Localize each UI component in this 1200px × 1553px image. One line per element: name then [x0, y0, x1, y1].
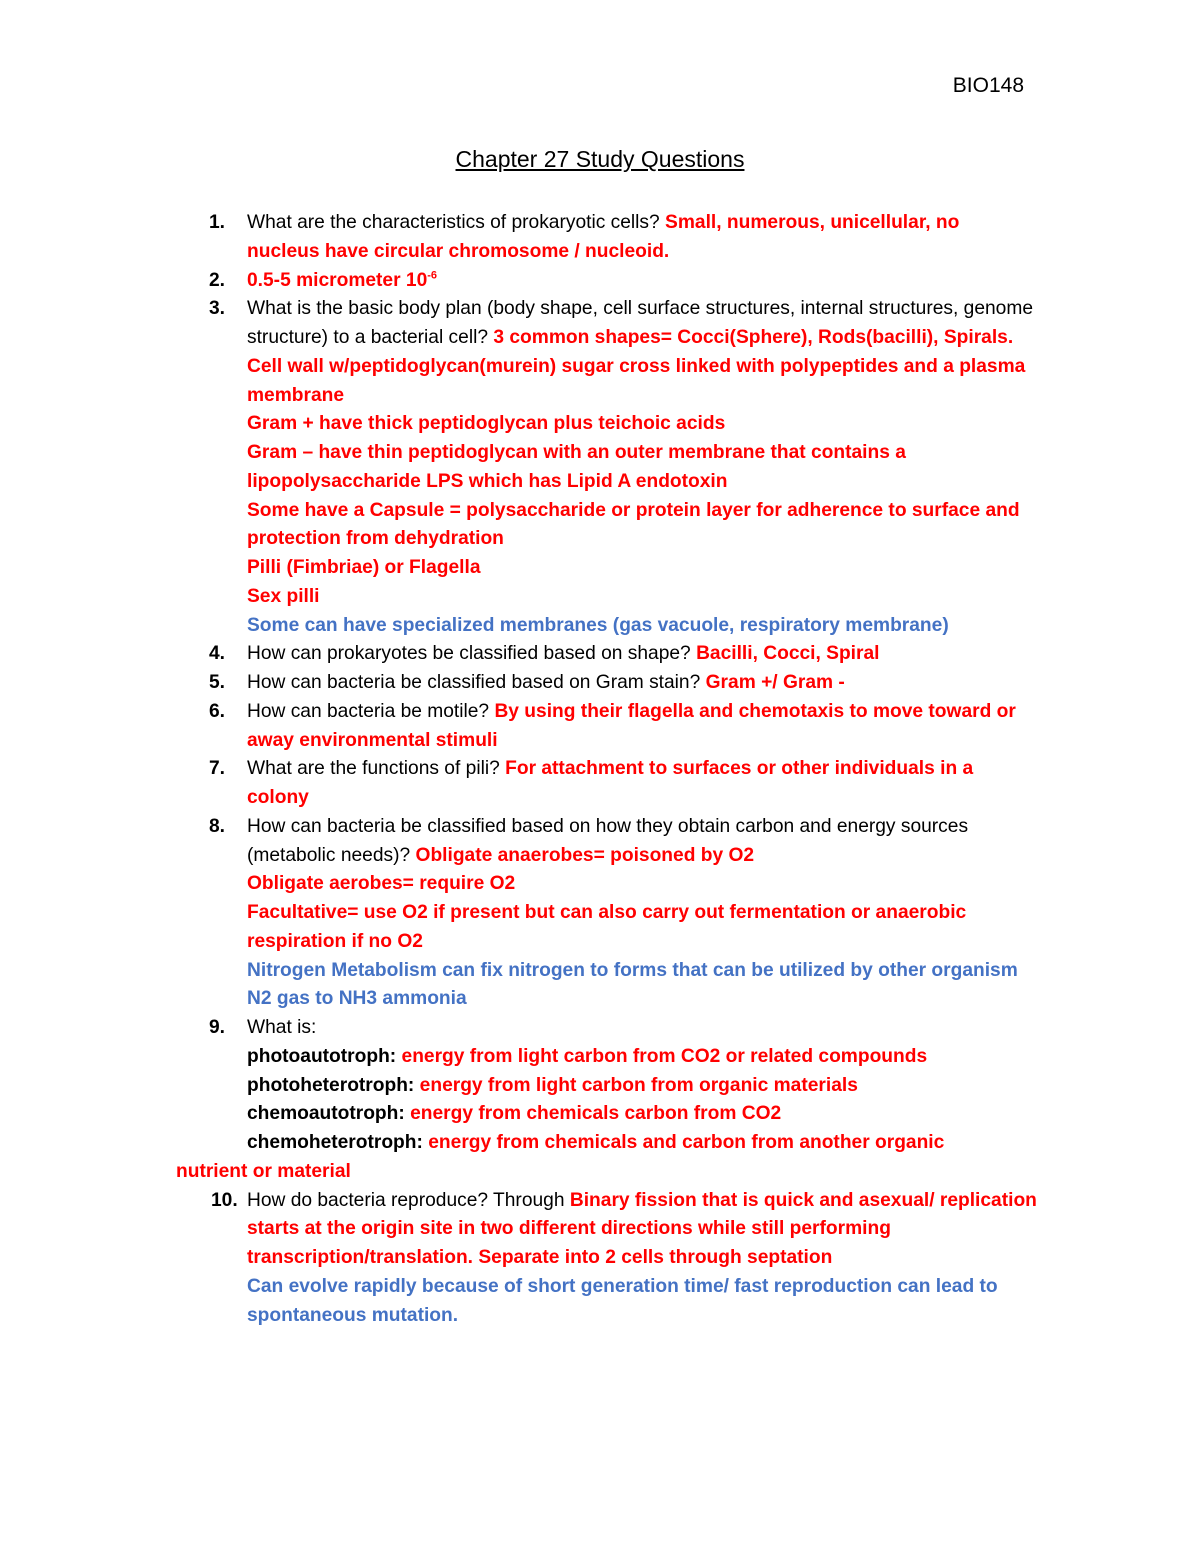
page-title: Chapter 27 Study Questions — [455, 146, 745, 172]
answer-gram-positive: Gram + have thick peptidoglycan plus teichoic acids — [247, 413, 726, 435]
question-text: How can bacteria be classified based on how they obtain carbon and energy sources (metabolic needs)? — [247, 815, 969, 866]
term-answer: energy from chemicals and carbon from another organic — [428, 1132, 945, 1153]
question-item-6 — [209, 698, 1037, 756]
term-label: chemoheterotroph: — [247, 1132, 423, 1153]
term-label: photoautotroph: — [247, 1045, 397, 1067]
term-line-photoheterotroph — [247, 1072, 1037, 1101]
question-text: What are the characteristics of prokaryotic cells? — [247, 212, 660, 233]
answer-gram-negative: Gram – have thin peptidoglycan with an outer membrane that contains a lipopolysaccharide LPS which has Lipid A endotoxin — [247, 442, 906, 492]
question-item-3 — [209, 295, 1037, 640]
item-number: 7. — [209, 758, 226, 780]
term-answer-continued: nutrient or material — [176, 1160, 351, 1182]
answer-shapes: 3 common shapes= Cocci(Sphere), Rods(bacilli), Spirals. — [493, 327, 1014, 348]
answer-text: Small, numerous, unicellular, no nucleus have circular chromosome / nucleoid. — [247, 212, 960, 262]
item-number: 10. — [211, 1189, 238, 1211]
item-number: 4. — [209, 643, 226, 665]
answer-sex-pilli: Sex pilli — [247, 585, 320, 607]
answer-aerobes: Obligate aerobes= require O2 — [247, 873, 516, 895]
answer-capsule: Some have a Capsule = polysaccharide or protein layer for adherence to surface and protection from dehydration — [247, 499, 1020, 550]
question-item-9 — [176, 1014, 1037, 1187]
term-label: photoheterotroph: — [247, 1074, 415, 1096]
term-label: chemoautotroph: — [247, 1103, 405, 1125]
answer-text: 0.5-5 micrometer 10 — [247, 269, 428, 291]
note-nitrogen: Nitrogen Metabolism can fix nitrogen to forms that can be utilized by other organism N2 gas to NH3 ammonia — [247, 959, 1018, 1010]
question-item-5 — [209, 669, 1037, 698]
term-answer: energy from light carbon from organic materials — [419, 1074, 858, 1096]
question-text: What is the basic body plan (body shape, cell surface structures, internal structures, genome structure) to a bacterial cell? — [247, 298, 1034, 348]
course-code: BIO148 — [952, 74, 1024, 97]
answer-text: Bacilli, Cocci, Spiral — [696, 643, 880, 665]
term-line-chemoheterotroph — [247, 1129, 1037, 1158]
answer-text: For attachment to surfaces or other individuals in a colony — [247, 758, 974, 808]
term-answer: energy from light carbon from CO2 or related compounds — [401, 1045, 928, 1067]
item-number: 1. — [209, 212, 226, 233]
question-text: What are the functions of pili? — [247, 758, 500, 780]
answer-text: By using their flagella and chemotaxis to move toward or away environmental stimuli — [247, 700, 1016, 751]
term-line-chemoautotroph — [247, 1100, 1037, 1129]
answer-cell-wall: Cell wall w/peptidoglycan(murein) sugar cross linked with polypeptides and a plasma membrane — [247, 355, 1026, 406]
note-evolve: Can evolve rapidly because of short generation time/ fast reproduction can lead to spontaneous mutation. — [247, 1275, 998, 1326]
item-number: 2. — [209, 269, 226, 291]
question-text: How can bacteria be classified based on Gram stain? — [247, 672, 701, 693]
item-number: 5. — [209, 672, 226, 693]
question-list — [176, 209, 1037, 1330]
term-answer: energy from chemicals carbon from CO2 — [410, 1103, 782, 1125]
question-item-8 — [209, 813, 1037, 1014]
term-line-photoautotroph — [247, 1043, 1037, 1072]
item-number: 8. — [209, 815, 226, 837]
question-item-1 — [209, 209, 1037, 267]
note-membranes: Some can have specialized membranes (gas vacuole, respiratory membrane) — [247, 614, 949, 636]
item-number: 6. — [209, 700, 226, 722]
question-text: How do bacteria reproduce? Through — [247, 1189, 565, 1211]
question-item-7 — [209, 755, 1037, 813]
answer-pilli: Pilli (Fimbriae) or Flagella — [247, 557, 481, 578]
answer-text: Gram +/ Gram - — [705, 672, 845, 693]
answer-anaerobes: Obligate anaerobes= poisoned by O2 — [415, 844, 755, 866]
question-text: How can prokaryotes be classified based on shape? — [247, 643, 691, 665]
answer-exponent: -6 — [427, 269, 438, 282]
item-number: 9. — [209, 1017, 226, 1038]
answer-facultative: Facultative= use O2 if present but can also carry out fermentation or anaerobic respiration if no O2 — [247, 902, 967, 952]
question-item-4 — [209, 640, 1037, 669]
question-item-10 — [211, 1187, 1037, 1331]
item-number: 3. — [209, 298, 226, 320]
question-text: How can bacteria be motile? — [247, 700, 490, 722]
question-text: What is: — [247, 1017, 317, 1038]
answer-text: Binary fission that is quick and asexual/ replication starts at the origin site in two different directions while still performing transcription/translation. Separate into 2 cells through septation — [247, 1189, 1037, 1268]
question-item-2 — [209, 267, 1037, 296]
